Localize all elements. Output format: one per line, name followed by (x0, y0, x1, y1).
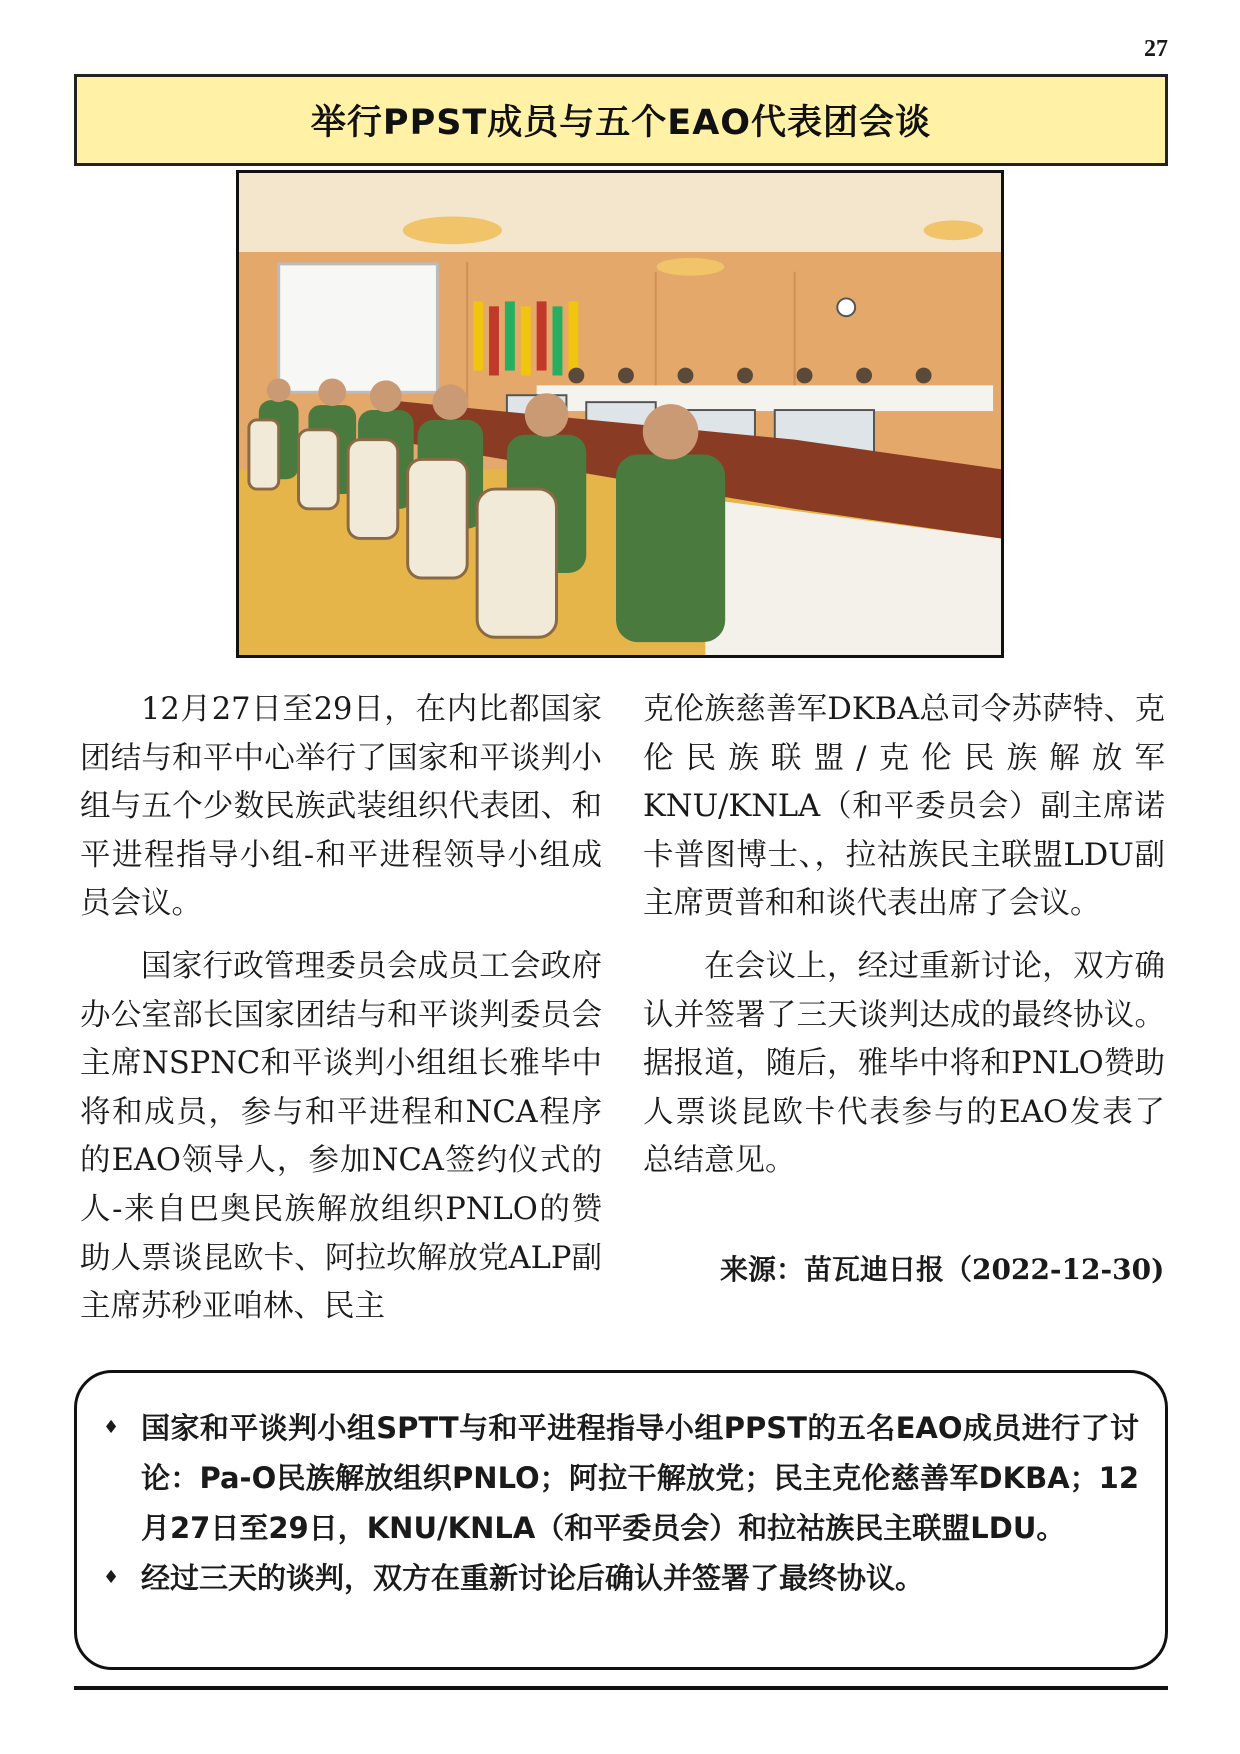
article-right-column (643, 686, 1165, 1200)
diamond-bullet-icon: ♦ (103, 1417, 120, 1438)
conference-room-photo (236, 170, 1004, 658)
page-number: 27 (1144, 36, 1168, 62)
ceiling-lamp (924, 220, 984, 240)
summary-item-text: 经过三天的谈判，双方在重新讨论后确认并签署了最终协议。 (141, 1561, 925, 1595)
wall-clock (837, 298, 855, 316)
paragraph: 克伦族慈善军DKBA总司令苏萨特、克伦民族联盟/克伦民族解放军KNU/KNLA（和平委员会）副主席诺卡普图博士、，拉祜族民主联盟LDU副主席贾普和和谈代表出席了会议。 (643, 692, 1165, 922)
paragraph: 12月27日至29日，在内比都国家团结与和平中心举行了国家和平谈判小组与五个少数民族武装组织代表团、和平进程指导小组-和平进程领导小组成员会议。 (80, 692, 602, 922)
title-banner (74, 74, 1168, 166)
paragraph: 在会议上，经过重新讨论，双方确认并签署了三天谈判达成的最终协议。据报道，随后，雅毕中将和PNLO赞助人票谈昆欧卡代表参与的EAO发表了总结意见。 (643, 948, 1165, 1179)
paragraph: 国家行政管理委员会成员工会政府办公室部长国家团结与和平谈判委员会主席NSPNC和平谈判小组组长雅毕中将和成员，参与和平进程和NCA程序的EAO领导人，参加NCA签约仪式的人-来自巴奥民族解放组织PNLO的赞助人票谈昆欧卡、阿拉坎解放党ALP副主席苏秒亚咱林、民主 (80, 948, 602, 1325)
summary-item (103, 1553, 1139, 1603)
diamond-bullet-icon: ♦ (103, 1567, 120, 1588)
summary-item-text: 国家和平谈判小组SPTT与和平进程指导小组PPST的五名EAO成员进行了讨论：Pa-O民族解放组织PNLO；阿拉干解放党；民主克伦慈善军DKBA；12月27日至29日，KNU/KNLA（和平委员会）和拉祜族民主联盟LDU。 (141, 1411, 1139, 1545)
summary-box (74, 1370, 1168, 1670)
projector-screen (279, 264, 438, 392)
page-title: 举行PPST成员与五个EAO代表团会谈 (310, 103, 932, 143)
summary-list (103, 1403, 1139, 1603)
photo-illustration (239, 173, 1001, 655)
ceiling-lamp (403, 216, 502, 244)
ceiling-lamp (657, 258, 724, 276)
source-citation: 来源：苗瓦迪日报（2022-12-30) (720, 1253, 1165, 1286)
summary-item (103, 1403, 1139, 1553)
bottom-divider (74, 1686, 1168, 1690)
article-left-column (80, 686, 602, 1346)
